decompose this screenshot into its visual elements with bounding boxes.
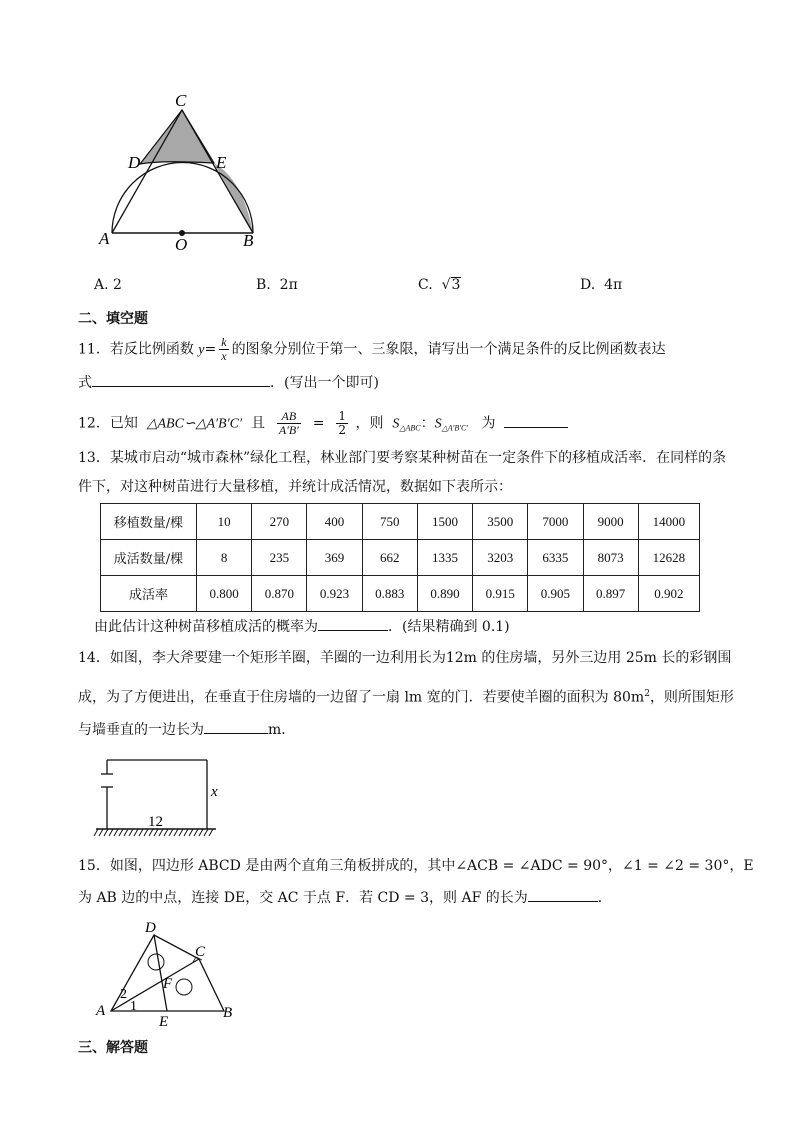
question-13-line2: 件下，对这种树苗进行大量移植，并统计成活情况，数据如下表所示： — [78, 479, 512, 495]
question-15-line1: 15．如图，四边形 ABCD 是由两个直角三角板拼成的，其中∠ACB = ∠ADC = 90°，∠1 = ∠2 = 30°，E — [78, 858, 754, 874]
question-11-line1: 11．若反比例函数 y= $\frac{k}{x}$ 的图象分别位于第一、三象限，请写出一个满足条件的反比例函数表达 — [78, 335, 666, 363]
table-cell: 10 — [197, 504, 252, 540]
answer-blank-13[interactable] — [318, 616, 388, 631]
question-14-line3: 与墙垂直的一边长为 m． — [78, 719, 295, 740]
question-14-line2: 成，为了方便进出，在垂直于住房墙的一边留了一扇 lm 宽的门．若要使羊圈的面积为 $80m^2$，则所围矩形 — [78, 689, 734, 706]
table-cell: 0.883 — [362, 576, 417, 612]
table-cell: 369 — [307, 540, 362, 576]
table-cell: 0.905 — [528, 576, 583, 612]
question-13-line3: 由此估计这种树苗移植成活的概率为 ．(结果精确到 0.1) — [94, 616, 510, 637]
table-cell: 3203 — [473, 540, 528, 576]
table-row — [101, 576, 700, 612]
table-cell: 0.890 — [417, 576, 472, 612]
table-cell: 14000 — [638, 504, 699, 540]
option-b: B. 2π — [256, 277, 298, 293]
label-12: 12 — [148, 814, 163, 830]
label-f: F — [163, 976, 173, 992]
table-cell: 9000 — [583, 504, 638, 540]
table-cell: 8 — [197, 540, 252, 576]
table-cell: 7000 — [528, 504, 583, 540]
table-cell: 12628 — [638, 540, 699, 576]
table-row-header: 成活数量/棵 — [101, 540, 197, 576]
side-ac — [112, 110, 182, 233]
option-a: A. 2 — [94, 277, 122, 293]
question-13-line1: 13．某城市启动“城市森林”绿化工程，林业部门要考察某种树苗在一定条件下的移植成活率．在同样的条 — [78, 450, 727, 466]
option-d: D. 4π — [580, 277, 623, 293]
figure-quadrilateral-abcd — [92, 918, 242, 1030]
label-b: B — [243, 231, 254, 250]
table-cell: 235 — [252, 540, 307, 576]
wall-hatching — [94, 829, 213, 836]
answer-blank-15[interactable] — [528, 887, 598, 902]
table-cell: 750 — [362, 504, 417, 540]
table-cell: 0.870 — [252, 576, 307, 612]
table-row-header: 成活率 — [101, 576, 197, 612]
figure-sheepfold — [92, 752, 232, 842]
table-row-header: 移植数量/棵 — [101, 504, 197, 540]
quadrilateral-abcd — [111, 935, 224, 1011]
table-row — [101, 504, 700, 540]
section-heading-fill-blank: 二、填空题 — [78, 311, 148, 327]
answer-blank-12[interactable] — [504, 413, 568, 428]
set-square-hole-2 — [176, 979, 192, 995]
table-cell: 0.902 — [638, 576, 699, 612]
answer-blank-14[interactable] — [204, 719, 268, 734]
table-cell: 1500 — [417, 504, 472, 540]
question-11-line2: 式 ．(写出一个即可) — [78, 372, 379, 393]
table-cell: 0.923 — [307, 576, 362, 612]
table-cell: 8073 — [583, 540, 638, 576]
set-square-hole-1 — [148, 954, 164, 970]
segment-de — [154, 935, 167, 1011]
table-cell: 0.915 — [473, 576, 528, 612]
figure-semicircle-triangle — [95, 88, 275, 253]
label-e: E — [159, 1014, 169, 1030]
table-row — [101, 540, 700, 576]
table-cell: 270 — [252, 504, 307, 540]
label-a: A — [96, 1003, 106, 1019]
label-a: A — [99, 229, 110, 248]
label-x: x — [211, 784, 218, 800]
label-1: 1 — [130, 999, 137, 1014]
label-2: 2 — [120, 987, 127, 1002]
table-cell: 0.897 — [583, 576, 638, 612]
label-c: C — [175, 91, 187, 110]
label-o: O — [175, 235, 188, 253]
table-cell: 662 — [362, 540, 417, 576]
label-c: C — [195, 944, 206, 960]
table-cell: 6335 — [528, 540, 583, 576]
answer-blank-11[interactable] — [92, 372, 270, 387]
label-d: D — [145, 920, 156, 936]
question-15-line2: 为 AB 边的中点，连接 DE，交 AC 于点 F．若 CD = 3，则 AF 的长为 ． — [78, 887, 612, 908]
semicircle-arc — [112, 163, 253, 233]
label-d: D — [128, 153, 141, 172]
table-cell: 3500 — [473, 504, 528, 540]
table-cell: 0.800 — [197, 576, 252, 612]
question-12: 12．已知 △ABC∽△A′B′C′ 且 $\frac{AB}{A'B'}$ = $\frac{1}{2}$ ，则 $S_{\triangle ABC}$：$S_{\triangle A'B'C'}$ 为 — [78, 410, 568, 439]
option-c: C. √3 — [418, 277, 461, 293]
label-b: B — [223, 1005, 233, 1021]
section-heading-solutions: 三、解答题 — [78, 1040, 148, 1056]
table-cell: 1335 — [417, 540, 472, 576]
label-e: E — [216, 153, 227, 172]
question-14-line1: 14．如图，李大斧要建一个矩形羊圈，羊圈的一边利用长为12m 的住房墙，另外三边用 25m 长的彩钢围 — [78, 650, 732, 666]
diagonal-ac — [111, 959, 199, 1011]
transplant-data-table — [100, 503, 700, 612]
table-cell: 400 — [307, 504, 362, 540]
